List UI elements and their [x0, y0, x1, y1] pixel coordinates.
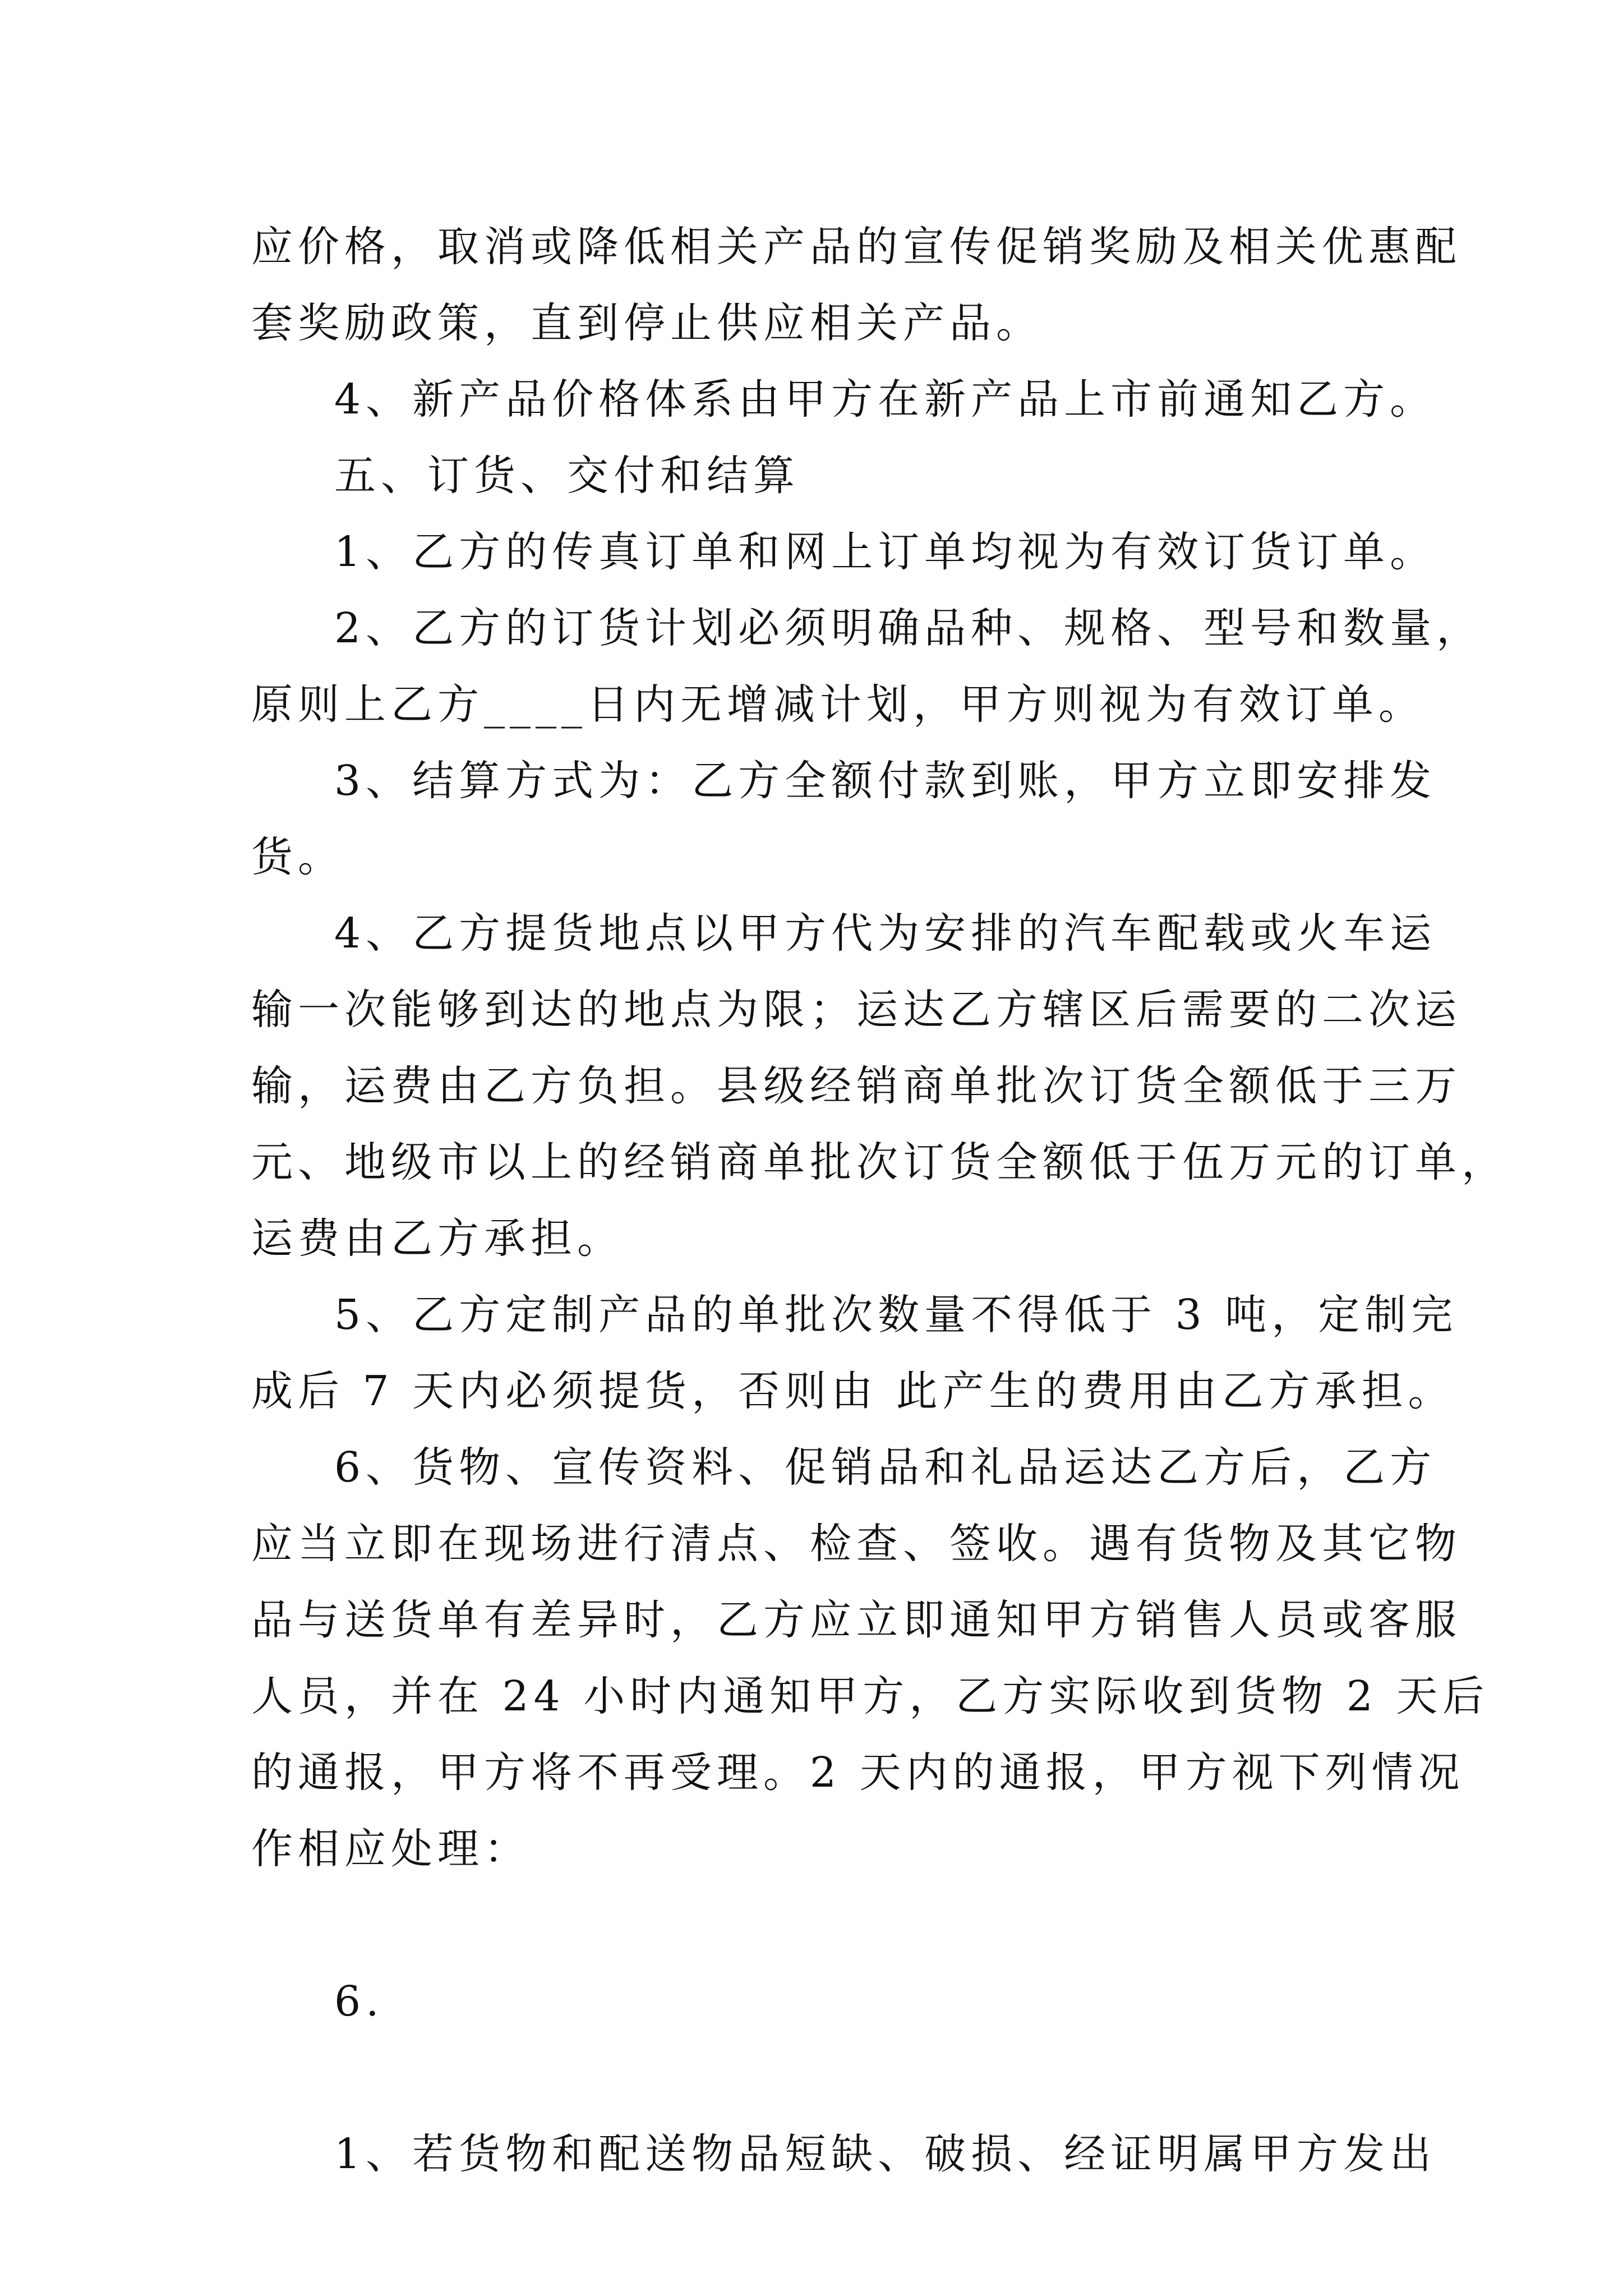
text-line: 6、货物、宣传资料、促销品和礼品运达乙方后，乙方	[334, 1443, 1437, 1492]
paragraph-gap	[251, 2040, 1384, 2116]
text-line: 1、乙方的传真订单和网上订单均视为有效订货订单。	[334, 528, 1437, 576]
text-line: 输，运费由乙方负担。县级经销商单批次订货全额低于三万	[251, 1062, 1461, 1110]
text-line: 作相应处理：	[251, 1825, 531, 1873]
text-line: 2、乙方的订货计划必须明确品种、规格、型号和数量，	[334, 604, 1483, 652]
text-line: 原则上乙方____日内无增减计划，甲方则视为有效订单。	[251, 680, 1425, 729]
text-line: 成后 7 天内必须提货，否则由 此产生的费用由乙方承担。	[251, 1367, 1455, 1415]
text-line: 人员，并在 24 小时内通知甲方，乙方实际收到货物 2 天后	[251, 1672, 1490, 1720]
text-line: 货。	[251, 833, 344, 881]
text-line: 的通报，甲方将不再受理。2 天内的通报，甲方视下列情况	[251, 1749, 1465, 1797]
text-line: 套奖励政策，直到停止供应相关产品。	[251, 299, 1043, 347]
text-line: 元、地级市以上的经销商单批次订货全额低于伍万元的订单，	[251, 1138, 1508, 1186]
text-line: 1、若货物和配送物品短缺、破损、经证明属甲方发出	[334, 2130, 1437, 2178]
text-line: 应价格，取消或降低相关产品的宣传促销奖励及相关优惠配	[251, 223, 1461, 271]
text-line: 应当立即在现场进行清点、检查、签收。遇有货物及其它物	[251, 1520, 1461, 1568]
section-heading: 五、订货、交付和结算	[334, 452, 800, 500]
text-line: 6.	[334, 1977, 384, 2026]
text-line: 4、新产品价格体系由甲方在新产品上市前通知乙方。	[334, 375, 1437, 424]
text-line: 3、结算方式为：乙方全额付款到账，甲方立即安排发	[334, 757, 1437, 805]
text-line: 输一次能够到达的地点为限；运达乙方辖区后需要的二次运	[251, 986, 1461, 1034]
text-line: 5、乙方定制产品的单批次数量不得低于 3 吨，定制完	[334, 1291, 1458, 1339]
text-line: 4、乙方提货地点以甲方代为安排的汽车配载或火车运	[334, 909, 1437, 958]
document-body	[251, 209, 1508, 2192]
text-line: 运费由乙方承担。	[251, 1214, 624, 1263]
text-line: 品与送货单有差异时，乙方应立即通知甲方销售人员或客服	[251, 1596, 1461, 1644]
paragraph-gap	[251, 1887, 1384, 1963]
